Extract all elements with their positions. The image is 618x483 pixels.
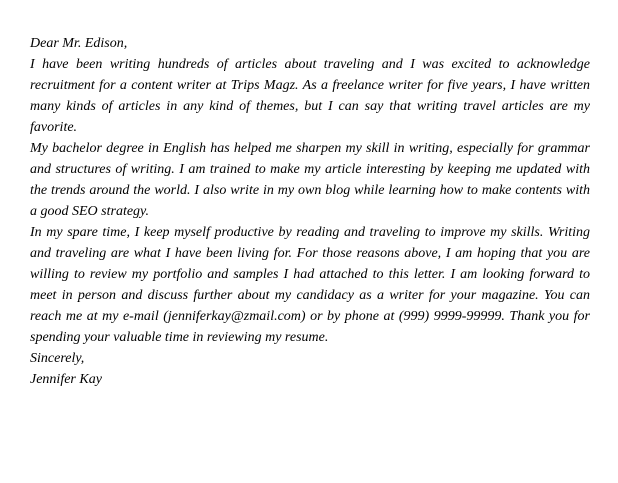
closing: Sincerely,: [30, 351, 85, 366]
salutation: Dear Mr. Edison,: [30, 36, 128, 51]
letter-paragraph-intro: I have been writing hundreds of articles about traveling and I was excited to acknowledge recruitment for a content writer at Trips Magz. As a freelance writer for five years, I have written many kinds of articles in any kind of themes, but I can say that writing travel articles are my favorite.: [30, 57, 590, 135]
letter-paragraph-contact: In my spare time, I keep myself productive by reading and traveling to improve my skills. Writing and traveling are what I have been living for. For those reasons above, I am hoping that you are willing to review my portfolio and samples I had attached to this letter. I am looking forward to meet in person and discuss further about my candidacy as a writer for your magazine. You can reach me at my e-mail (jenniferkay@zmail.com) or by phone at (999) 9999-99999. Thank you for spending your valuable time in reviewing my resume.: [30, 225, 590, 345]
signature-name: Jennifer Kay: [30, 372, 102, 387]
letter-paragraph-qualifications: My bachelor degree in English has helped me sharpen my skill in writing, especially for grammar and structures of writing. I am trained to make my article interesting by keeping me updated with the trends around the world. I also write in my own blog while learning how to make contents with a good SEO strategy.: [30, 141, 590, 219]
